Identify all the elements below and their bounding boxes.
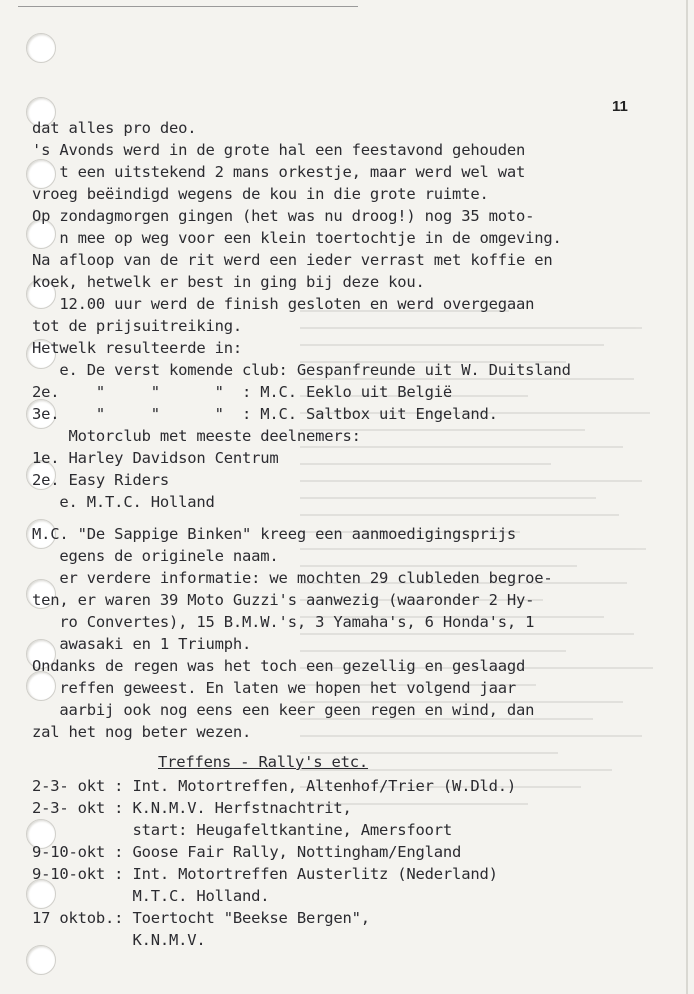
body-line: 's Avonds werd in de grote hal een feestavond gehouden [32,141,526,159]
body-line: vroeg beëindigd wegens de kou in die grote ruimte. [32,185,489,203]
body-line: er verdere informatie: we mochten 29 clubleden begroe- [32,569,553,587]
body-line: koek, hetwelk er best in ging bij deze kou. [32,273,425,291]
event-line: 9-10-okt : Goose Fair Rally, Nottingham/England [32,843,462,861]
top-rule [18,6,358,7]
page-number: 11 [612,98,628,115]
event-line: 9-10-okt : Int. Motortreffen Austerlitz (Nederland) [32,865,498,883]
body-line: dat alles pro deo. [32,119,197,137]
body-line: 2e. Easy Riders [32,471,169,489]
body-line: Motorclub met meeste deelnemers: [32,427,361,445]
body-line: Na afloop van de rit werd een ieder verrast met koffie en [32,251,553,269]
body-line: Ondanks de regen was het toch een gezellig en geslaagd [32,657,526,675]
body-line: 1e. Harley Davidson Centrum [32,449,279,467]
body-line: Hetwelk resulteerde in: [32,339,243,357]
body-line: 3e. " " " : M.C. Saltbox uit Engeland. [32,405,498,423]
body-line: n mee op weg voor een klein toertochtje in de omgeving. [32,229,562,247]
body-line: awasaki en 1 Triumph. [32,635,252,653]
event-line: K.N.M.V. [32,931,206,949]
section-heading: Treffens - Rally's etc. [158,753,369,771]
body-line: tot de prijsuitreiking. [32,317,243,335]
body-line: t een uitstekend 2 mans orkestje, maar werd wel wat [32,163,526,181]
body-line: ten, er waren 39 Moto Guzzi's aanwezig (waaronder 2 Hy- [32,591,535,609]
event-line: start: Heugafeltkantine, Amersfoort [32,821,453,839]
body-line: aarbij ook nog eens een keer geen regen en wind, dan [32,701,535,719]
page-edge-shadow [686,0,688,994]
body-line: e. De verst komende club: Gespanfreunde uit W. Duitsland [32,361,571,379]
body-line: M.C. "De Sappige Binken" kreeg een aanmoedigingsprijs [32,525,516,543]
event-line: M.T.C. Holland. [32,887,270,905]
body-line: reffen geweest. En laten we hopen het volgend jaar [32,679,516,697]
body-line: 12.00 uur werd de finish gesloten en werd overgegaan [32,295,535,313]
event-line: 2-3- okt : K.N.M.V. Herfstnachtrit, [32,799,352,817]
event-line: 17 oktob.: Toertocht "Beekse Bergen", [32,909,370,927]
body-line: e. M.T.C. Holland [32,493,215,511]
event-line: 2-3- okt : Int. Motortreffen, Altenhof/Trier (W.Dld.) [32,777,516,795]
body-line: zal het nog beter wezen. [32,723,252,741]
body-line: Op zondagmorgen gingen (het was nu droog!) nog 35 moto- [32,207,535,225]
body-line: ro Convertes), 15 B.M.W.'s, 3 Yamaha's, 6 Honda's, 1 [32,613,535,631]
body-line: egens de originele naam. [32,547,279,565]
punch-hole [26,33,56,63]
body-line: 2e. " " " : M.C. Eeklo uit België [32,383,453,401]
